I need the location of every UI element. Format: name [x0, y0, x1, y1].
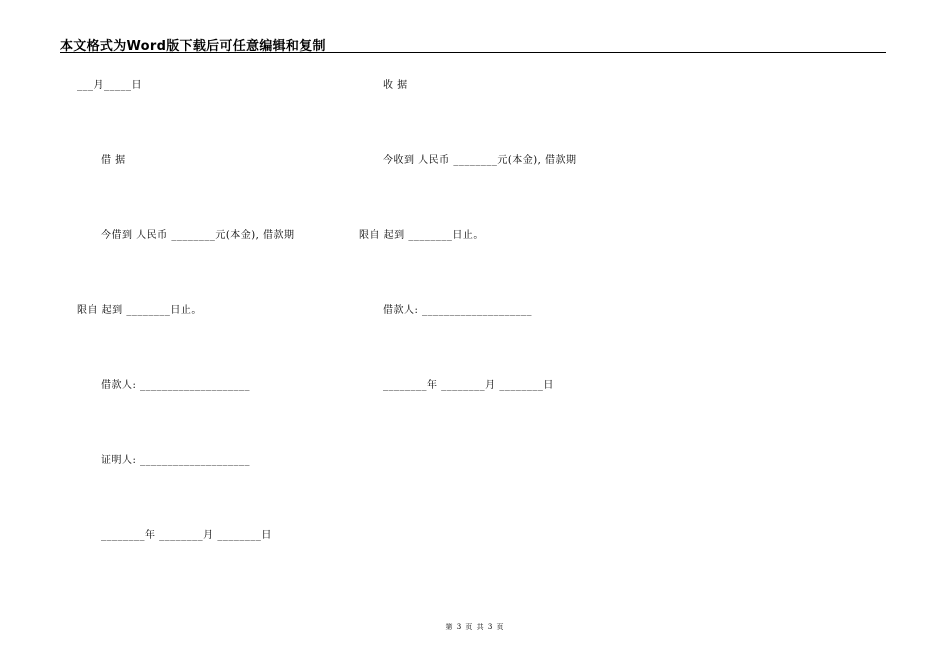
loan-note-title: 借 据	[101, 155, 126, 166]
borrower-line: 借款人: ____________________	[101, 380, 251, 391]
page-header	[60, 33, 886, 53]
receipt-amount-line: 今收到 人民币 ________元(本金), 借款期	[383, 155, 577, 166]
receipt-period-line: 限自 起到 ________日止。	[359, 230, 484, 241]
loan-period-line: 限自 起到 ________日止。	[77, 305, 202, 316]
witness-line: 证明人: ____________________	[101, 455, 251, 466]
page-number: 第 3 页 共 3 页	[445, 623, 505, 631]
left-date-line: ___月_____日	[77, 80, 142, 91]
left-signing-date: ________年 ________月 ________日	[101, 530, 272, 541]
loan-amount-line: 今借到 人民币 ________元(本金), 借款期	[101, 230, 295, 241]
right-signing-date: ________年 ________月 ________日	[383, 380, 554, 391]
receipt-borrower-line: 借款人: ____________________	[383, 305, 533, 316]
receipt-title: 收 据	[383, 80, 408, 91]
header-title: 本文格式为Word版下载后可任意编辑和复制	[60, 39, 326, 54]
